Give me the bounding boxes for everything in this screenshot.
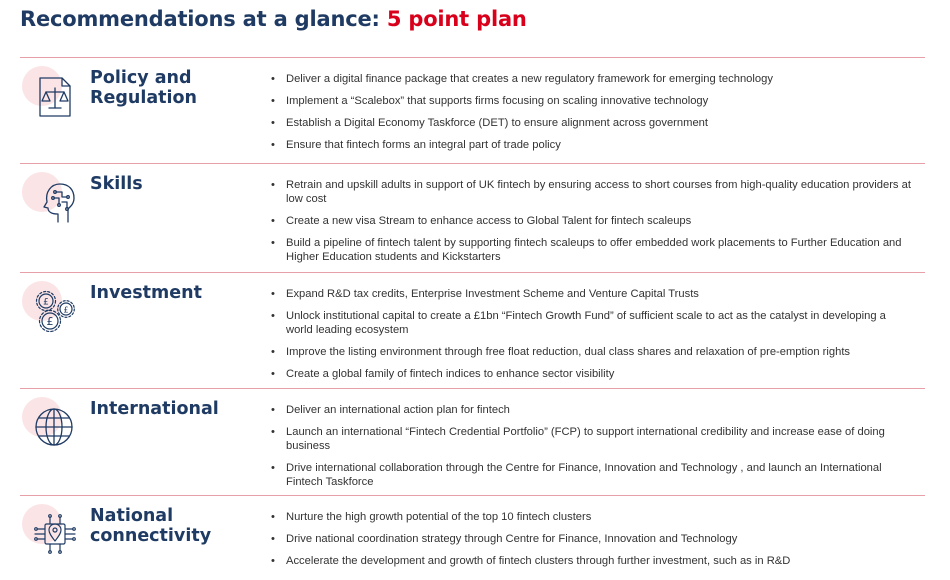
globe-icon xyxy=(32,405,78,451)
svg-text:£: £ xyxy=(46,315,54,328)
list-item: • Establish a Digital Economy Taskforce (DET) to ensure alignment across government xyxy=(271,116,911,130)
location-circuit-icon xyxy=(32,512,78,558)
list-item: • Implement a “Scalebox” that supports firms focusing on scaling innovative technology xyxy=(271,94,911,108)
page-title-highlight: 5 point plan xyxy=(386,7,527,31)
pound-gears-icon xyxy=(32,289,78,335)
recommendation-list xyxy=(271,287,911,389)
list-item: • Drive national coordination strategy through Centre for Finance, Innovation and Technology xyxy=(271,532,911,546)
section-investment xyxy=(20,272,925,389)
recommendation-list xyxy=(271,72,911,160)
list-item: • Accelerate the development and growth of fintech clusters through further investment, such as in R&D xyxy=(271,554,911,568)
section-icon-wrapper xyxy=(20,66,80,124)
list-item: • Expand R&D tax credits, Enterprise Investment Scheme and Venture Capital Trusts xyxy=(271,287,911,301)
section-icon-wrapper xyxy=(20,504,80,562)
section-icon-wrapper xyxy=(20,397,80,455)
list-item: • Build a pipeline of fintech talent by supporting fintech scaleups to offer embedded work placements to Further Education and Higher Education students and Kickstarters xyxy=(271,236,911,264)
section-icon-wrapper xyxy=(20,172,80,230)
section-title: International xyxy=(90,399,219,419)
section-icon-wrapper xyxy=(20,281,80,339)
section-skills xyxy=(20,163,925,273)
list-item: • Deliver an international action plan for fintech xyxy=(271,403,911,417)
section-international xyxy=(20,388,925,496)
list-item: • Create a global family of fintech indices to enhance sector visibility xyxy=(271,367,911,381)
scales-document-icon xyxy=(32,74,78,120)
section-title: Skills xyxy=(90,174,143,194)
svg-text:£: £ xyxy=(63,305,69,315)
list-item: • Create a new visa Stream to enhance access to Global Talent for fintech scaleups xyxy=(271,214,911,228)
page-title xyxy=(20,7,527,31)
svg-text:£: £ xyxy=(43,297,49,308)
list-item: • Nurture the high growth potential of the top 10 fintech clusters xyxy=(271,510,911,524)
list-item: • Retrain and upskill adults in support of UK fintech by ensuring access to short courses from high-quality education providers at low cost xyxy=(271,178,911,206)
list-item: • Unlock institutional capital to create a £1bn “Fintech Growth Fund” of sufficient scale to act as the catalyst in developing a world leading ecosystem xyxy=(271,309,911,337)
list-item: • Improve the listing environment through free float reduction, dual class shares and relaxation of pre-emption rights xyxy=(271,345,911,359)
section-title: Investment xyxy=(90,283,202,303)
section-title: National connectivity xyxy=(90,506,212,546)
list-item: • Deliver a digital finance package that creates a new regulatory framework for emerging technology xyxy=(271,72,911,86)
brain-circuit-icon xyxy=(32,180,78,226)
section-policy-regulation xyxy=(20,57,925,164)
page-title-main: Recommendations at a glance: xyxy=(20,7,380,31)
section-title: Policy and Regulation xyxy=(90,68,197,108)
recommendation-list xyxy=(271,403,911,497)
recommendation-list xyxy=(271,178,911,272)
list-item: • Drive international collaboration through the Centre for Finance, Innovation and Technology , and launch an International Fintech Taskforce xyxy=(271,461,911,489)
list-item: • Launch an international “Fintech Credential Portfolio” (FCP) to support international credibility and increase ease of doing business xyxy=(271,425,911,453)
section-national-connectivity xyxy=(20,495,925,580)
recommendation-list xyxy=(271,510,911,576)
list-item: • Ensure that fintech forms an integral part of trade policy xyxy=(271,138,911,152)
